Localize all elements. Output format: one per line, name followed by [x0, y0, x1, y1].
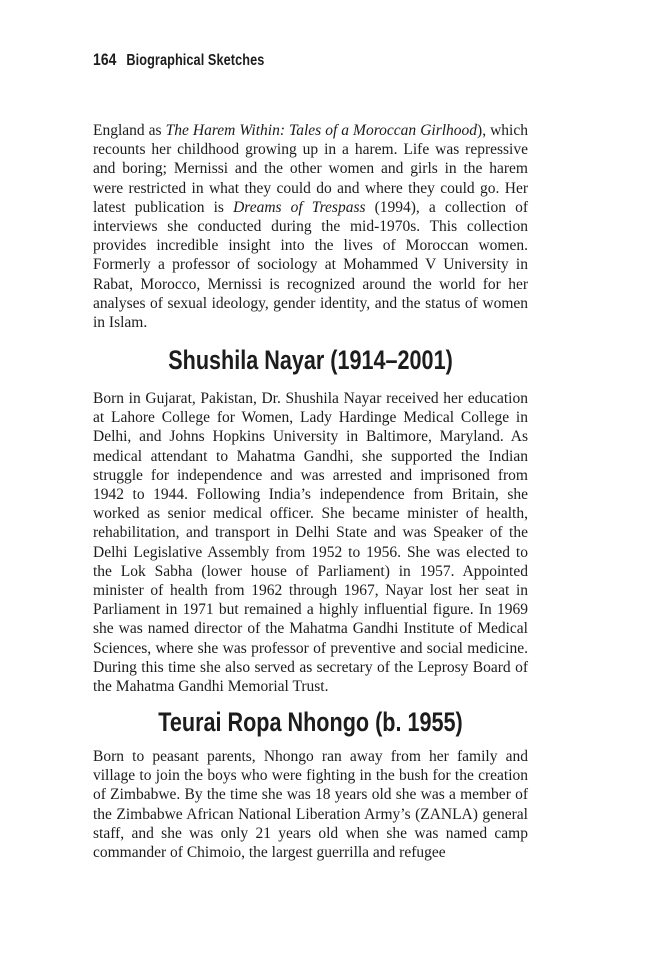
section-heading-nayar: Shushila Nayar (1914–2001)	[168, 345, 453, 375]
page-number: 164	[93, 50, 117, 69]
mernissi-continued-paragraph	[93, 121, 528, 332]
nhongo-paragraph	[93, 747, 528, 862]
paragraph-text: Born to peasant parents, Nhongo ran away from her family and village to join the boys who were fighting in the bush for the creation of Zimbabwe. By the time she was 18 years old she was a member of the Zimbabwe African National Liberation Army’s (ZANLA) general staff, and she was only 21 years old when she was named camp commander of Chimoio, the largest guerrilla and refugee	[93, 748, 528, 862]
text-run: (1994), a collection of interviews she conducted during the mid-1970s. This collection provides incredible insight into the lives of Moroccan women. Formerly a professor of sociology at Mohammed V University in Rabat, Morocco, Mernissi is recognized around the world for her analyses of sexual ideology, gender identity, and the status of women in Islam.	[93, 198, 528, 332]
running-head	[93, 50, 264, 70]
text-run: ), which recounts her childhood growing up in a harem. Life was repressive and boring; Mernissi and the other women and girls in the harem were restricted in what they could do and where they could go. Her latest publication is	[93, 122, 528, 216]
nayar-paragraph	[93, 389, 528, 696]
paragraph-text: Born in Gujarat, Pakistan, Dr. Shushila Nayar received her education at Lahore College for Women, Lady Hardinge Medical College in Delhi, and Johns Hopkins University in Baltimore, Maryland. As medical attendant to Mahatma Gandhi, she supported the Indian struggle for independence and was arrested and imprisoned from 1942 to 1944. Following India’s independence from Britain, she worked as senior medical officer. She became minister of health, rehabilitation, and transport in Delhi State and was Speaker of the Delhi Legislative Assembly from 1952 to 1956. She was elected to the Lok Sabha (lower house of Parliament) in 1957. Appointed minister of health from 1962 through 1967, Nayar lost her seat in Parliament in 1971 but remained a highly influential figure. In 1969 she was named director of the Mahatma Gandhi Institute of Medical Sciences, where she was professor of preventive and social medicine. During this time she also served as secretary of the Leprosy Board of the Mahatma Gandhi Memorial Trust.	[93, 390, 528, 696]
section-heading-nhongo: Teurai Ropa Nhongo (b. 1955)	[158, 707, 463, 737]
book-title-harem-within: The Harem Within: Tales of a Moroccan Girlhood	[165, 122, 478, 139]
book-title-dreams-of-trespass: Dreams of Trespass	[233, 198, 366, 216]
text-run: England as	[93, 122, 166, 139]
paragraph-text	[93, 121, 528, 332]
running-title: Biographical Sketches	[126, 52, 265, 69]
